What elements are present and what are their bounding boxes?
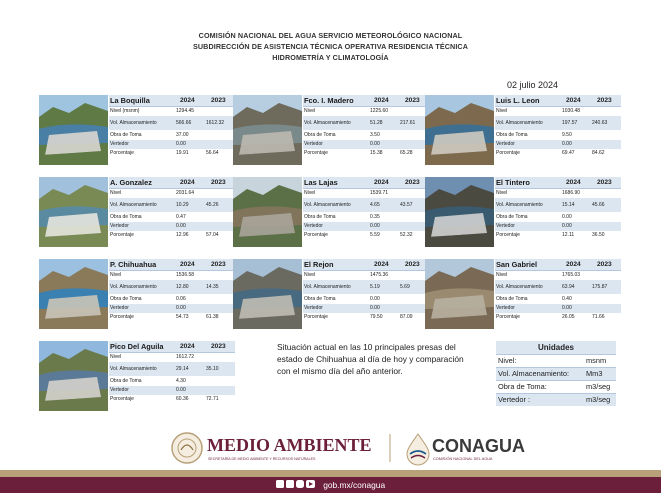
unit-value: m3/seg <box>586 382 611 391</box>
dam-table-row <box>109 189 235 198</box>
conagua-drop-icon <box>407 434 429 465</box>
dam-photo <box>425 259 494 329</box>
value-2024: 1536.58 <box>176 272 195 278</box>
dam-table <box>495 95 621 165</box>
value-2024: 566.66 <box>176 120 192 126</box>
dam-table <box>303 95 429 165</box>
row-label: Vertedor <box>304 141 323 147</box>
dam-photo <box>233 177 302 247</box>
dam-table-row <box>303 107 429 116</box>
value-2024: 19.91 <box>176 150 189 156</box>
dam-table-row <box>109 140 235 149</box>
dam-table <box>109 259 235 329</box>
dam-table-row <box>495 222 621 231</box>
dam-card <box>39 177 235 247</box>
dam-table-row <box>303 313 429 322</box>
row-label: Nivel <box>496 272 508 278</box>
value-2024: 1294.45 <box>176 108 195 114</box>
dam-table-row <box>303 222 429 231</box>
dam-card <box>233 259 429 329</box>
dam-table-header <box>303 95 429 107</box>
row-label: Vol. Almacenamiento <box>304 120 351 126</box>
unit-value: Mm3 <box>586 369 603 378</box>
value-2023: 45.66 <box>592 202 605 208</box>
value-2024: 54.73 <box>176 314 189 320</box>
dam-table-row <box>495 271 621 280</box>
value-2023: 43.57 <box>400 202 413 208</box>
row-label: Porcentaje <box>304 314 328 320</box>
value-2024: 0.00 <box>370 141 380 147</box>
dam-name: Las Lajas <box>304 178 338 187</box>
dam-table-row <box>109 295 235 304</box>
instagram-icon[interactable] <box>296 480 304 488</box>
row-label: Obra de Toma <box>496 296 528 302</box>
dam-table-row <box>303 131 429 140</box>
value-2024: 79.50 <box>370 314 383 320</box>
value-2024: 15.14 <box>562 202 575 208</box>
row-label: Nivel <box>110 354 122 360</box>
dam-table-row <box>303 189 429 198</box>
row-label: Vol. Almacenamiento <box>110 284 157 290</box>
row-label: Vol. Almacenamiento <box>496 202 543 208</box>
row-label: Obra de Toma <box>304 132 336 138</box>
row-label: Obra de Toma <box>110 378 142 384</box>
row-label: Vol. Almacenamiento <box>110 202 157 208</box>
dam-card <box>39 259 235 329</box>
value-2024: 0.00 <box>562 141 572 147</box>
header-line-2: SUBDIRECCIÓN DE ASISTENCIA TÉCNICA OPERATIVA RESIDENCIA TÉCNICA <box>192 42 469 51</box>
dam-name: El Tintero <box>496 178 530 187</box>
value-2024: 0.00 <box>176 305 186 311</box>
footer <box>0 477 661 494</box>
dam-table-header <box>109 259 235 271</box>
value-2024: 1225.60 <box>370 108 389 114</box>
value-2024: 63.94 <box>562 284 575 290</box>
year-2023-label: 2023 <box>597 97 612 104</box>
value-2024: 0.00 <box>370 296 380 302</box>
dam-name: Luis L. Leon <box>496 96 540 105</box>
row-label: Porcentaje <box>110 150 134 156</box>
value-2024: 1030.48 <box>562 108 581 114</box>
header-line-1: COMISIÓN NACIONAL DEL AGUA SERVICIO METEOROLÓGICO NACIONAL <box>198 31 463 40</box>
unit-label: Vertedor : <box>498 395 531 404</box>
value-2023: 71.66 <box>592 314 605 320</box>
dam-table-header <box>109 95 235 107</box>
dam-name: San Gabriel <box>496 260 538 269</box>
row-label: Obra de Toma <box>496 132 528 138</box>
dam-table-row <box>303 295 429 304</box>
footer-url-link[interactable]: gob.mx/conagua <box>323 480 386 490</box>
value-2024: 0.00 <box>562 305 572 311</box>
conagua-logo-text: CONAGUA <box>432 436 525 456</box>
dam-table-row <box>303 198 429 212</box>
report-date: 02 julio 2024 <box>507 80 559 90</box>
value-2024: 1475.36 <box>370 272 389 278</box>
row-label: Nivel <box>496 108 508 114</box>
row-label: Obra de Toma <box>110 214 142 220</box>
row-label: Obra de Toma <box>304 296 336 302</box>
row-label: Nivel <box>304 108 316 114</box>
dam-table-row <box>495 280 621 294</box>
dam-table-row <box>495 304 621 313</box>
year-2024-label: 2024 <box>374 179 389 186</box>
row-label: Nivel <box>110 272 122 278</box>
header-line-3: HIDROMETRÍA Y CLIMATOLOGÍA <box>272 53 389 62</box>
value-2024: 1765.03 <box>562 272 581 278</box>
dam-table-row <box>109 198 235 212</box>
twitter-icon[interactable] <box>286 480 294 488</box>
value-2023: 57.04 <box>206 232 219 238</box>
dam-card <box>425 95 621 165</box>
row-label: Nivel (msnm) <box>110 108 140 114</box>
value-2024: 0.47 <box>176 214 186 220</box>
dam-table-row <box>303 271 429 280</box>
dam-table-row <box>303 116 429 130</box>
medio-ambiente-subtext: SECRETARÍA DE MEDIO AMBIENTE Y RECURSOS NATURALES <box>208 457 316 461</box>
year-2024-label: 2024 <box>374 97 389 104</box>
value-2024: 4.65 <box>370 202 380 208</box>
dam-table-header <box>495 259 621 271</box>
dam-table <box>303 177 429 247</box>
unit-label: Nivel: <box>498 356 517 365</box>
row-label: Vertedor <box>496 141 515 147</box>
value-2023: 65.28 <box>400 150 413 156</box>
year-2024-label: 2024 <box>180 261 195 268</box>
dam-table <box>109 177 235 247</box>
row-label: Vertedor <box>110 305 129 311</box>
dam-table-row <box>495 213 621 222</box>
dam-table-header <box>495 177 621 189</box>
dam-table-row <box>495 198 621 212</box>
value-2024: 1612.72 <box>176 354 195 360</box>
unit-label: Vol. Almacenamiento: <box>498 369 570 378</box>
value-2024: 51.28 <box>370 120 383 126</box>
units-row <box>496 393 616 406</box>
value-2023: 61.38 <box>206 314 219 320</box>
dam-table-header <box>303 177 429 189</box>
dam-name: Fco. I. Madero <box>304 96 354 105</box>
dam-table-row <box>109 107 235 116</box>
row-label: Vol. Almacenamiento <box>110 120 157 126</box>
value-2024: 5.19 <box>370 284 380 290</box>
value-2024: 10.29 <box>176 202 189 208</box>
dam-name: El Rejon <box>304 260 334 269</box>
row-label: Nivel <box>304 272 316 278</box>
dam-table-row <box>109 280 235 294</box>
row-label: Porcentaje <box>304 232 328 238</box>
year-2024-label: 2024 <box>180 97 195 104</box>
value-2024: 0.00 <box>370 305 380 311</box>
dam-table-row <box>109 377 235 386</box>
value-2023: 52.32 <box>400 232 413 238</box>
dam-photo <box>233 259 302 329</box>
row-label: Obra de Toma <box>304 214 336 220</box>
dam-table <box>109 95 235 165</box>
value-2024: 3.50 <box>370 132 380 138</box>
year-2023-label: 2023 <box>211 261 226 268</box>
dam-table-row <box>495 140 621 149</box>
row-label: Obra de Toma <box>496 214 528 220</box>
dam-table-row <box>109 395 235 404</box>
row-label: Porcentaje <box>496 232 520 238</box>
row-label: Vol. Almacenamiento <box>110 366 157 372</box>
dam-table-row <box>109 231 235 240</box>
value-2024: 2031.64 <box>176 190 195 196</box>
dam-table-header <box>109 177 235 189</box>
conagua-subtext: COMISIÓN NACIONAL DEL AGUA <box>433 457 493 461</box>
dam-photo <box>39 95 108 165</box>
dam-table-row <box>109 131 235 140</box>
year-2023-label: 2023 <box>405 97 420 104</box>
value-2024: 0.00 <box>562 214 572 220</box>
units-row <box>496 380 616 393</box>
value-2024: 5.59 <box>370 232 380 238</box>
units-row <box>496 354 616 367</box>
value-2024: 0.35 <box>370 214 380 220</box>
dam-table-row <box>495 116 621 130</box>
value-2024: 4.30 <box>176 378 186 384</box>
year-2023-label: 2023 <box>211 97 226 104</box>
dam-card <box>425 177 621 247</box>
dam-card <box>233 95 429 165</box>
value-2024: 15.38 <box>370 150 383 156</box>
row-label: Porcentaje <box>110 396 134 402</box>
value-2023: 56.64 <box>206 150 219 156</box>
dam-table-row <box>303 280 429 294</box>
facebook-icon[interactable] <box>276 480 284 488</box>
value-2024: 26.05 <box>562 314 575 320</box>
dam-table-header <box>303 259 429 271</box>
value-2024: 29.14 <box>176 366 189 372</box>
value-2024: 60.36 <box>176 396 189 402</box>
dam-name: La Boquilla <box>110 96 150 105</box>
row-label: Vertedor <box>110 223 129 229</box>
value-2024: 0.00 <box>176 223 186 229</box>
dam-table-row <box>109 116 235 130</box>
row-label: Vertedor <box>496 305 515 311</box>
dam-table-row <box>495 189 621 198</box>
year-2024-label: 2024 <box>566 97 581 104</box>
dam-photo <box>233 95 302 165</box>
dam-table <box>495 259 621 329</box>
value-2024: 197.57 <box>562 120 578 126</box>
dam-table-row <box>109 313 235 322</box>
row-label: Nivel <box>304 190 316 196</box>
year-2024-label: 2024 <box>180 343 195 350</box>
dam-card <box>233 177 429 247</box>
value-2024: 0.00 <box>562 223 572 229</box>
value-2023: 87.09 <box>400 314 413 320</box>
row-label: Obra de Toma <box>110 296 142 302</box>
dam-card <box>39 95 235 165</box>
year-2023-label: 2023 <box>211 343 226 350</box>
value-2024: 9.50 <box>562 132 572 138</box>
row-label: Vol. Almacenamiento <box>304 284 351 290</box>
value-2024: 0.40 <box>562 296 572 302</box>
unit-label: Obra de Toma: <box>498 382 547 391</box>
value-2023: 14.35 <box>206 284 219 290</box>
value-2023: 217.61 <box>400 120 416 126</box>
row-label: Vertedor <box>496 223 515 229</box>
value-2023: 35.10 <box>206 366 219 372</box>
units-row <box>496 367 616 380</box>
dam-table <box>495 177 621 247</box>
dam-table-row <box>109 213 235 222</box>
logo-strip <box>0 430 661 466</box>
row-label: Vertedor <box>304 223 323 229</box>
year-2024-label: 2024 <box>180 179 195 186</box>
value-2024: 12.80 <box>176 284 189 290</box>
row-label: Vertedor <box>110 141 129 147</box>
dam-card <box>39 341 235 411</box>
year-2024-label: 2024 <box>374 261 389 268</box>
row-label: Porcentaje <box>496 314 520 320</box>
dam-photo <box>425 95 494 165</box>
row-label: Nivel <box>496 190 508 196</box>
value-2023: 45.26 <box>206 202 219 208</box>
dam-table-header <box>495 95 621 107</box>
summary-note: Situación actual en las 10 principales presas del estado de Chihuahua al día de hoy y comparación con el mismo día del año anterior. <box>277 342 464 376</box>
year-2023-label: 2023 <box>405 261 420 268</box>
row-label: Vol. Almacenamiento <box>496 120 543 126</box>
row-label: Porcentaje <box>496 150 520 156</box>
dam-card <box>425 259 621 329</box>
dam-table-row <box>303 304 429 313</box>
dam-table-row <box>109 271 235 280</box>
dam-photo <box>39 341 108 411</box>
value-2024: 0.06 <box>176 296 186 302</box>
dam-table-row <box>109 353 235 362</box>
dam-table-row <box>495 295 621 304</box>
year-2023-label: 2023 <box>211 179 226 186</box>
year-2023-label: 2023 <box>597 179 612 186</box>
value-2023: 240.63 <box>592 120 608 126</box>
dam-table <box>109 341 235 411</box>
value-2023: 36.50 <box>592 232 605 238</box>
value-2024: 12.11 <box>562 232 575 238</box>
value-2024: 37.00 <box>176 132 189 138</box>
value-2024: 0.00 <box>176 387 186 393</box>
dam-table-row <box>303 149 429 158</box>
dam-photo <box>425 177 494 247</box>
row-label: Vertedor <box>304 305 323 311</box>
row-label: Vol. Almacenamiento <box>496 284 543 290</box>
dam-table-row <box>109 386 235 395</box>
dam-table-row <box>303 140 429 149</box>
dam-table-row <box>303 213 429 222</box>
semarnat-seal-icon <box>172 433 202 463</box>
unit-value: m3/seg <box>586 395 611 404</box>
value-2024: 69.47 <box>562 150 575 156</box>
dam-name: A. Gonzalez <box>110 178 152 187</box>
value-2024: 1539.71 <box>370 190 389 196</box>
row-label: Porcentaje <box>304 150 328 156</box>
dam-photo <box>39 259 108 329</box>
year-2023-label: 2023 <box>597 261 612 268</box>
medio-ambiente-logo-text: MEDIO AMBIENTE <box>207 435 372 455</box>
dam-table-row <box>495 131 621 140</box>
units-legend <box>496 341 616 407</box>
dam-table-header <box>109 341 235 353</box>
row-label: Obra de Toma <box>110 132 142 138</box>
value-2024: 1686.90 <box>562 190 581 196</box>
dam-table-row <box>109 304 235 313</box>
year-2024-label: 2024 <box>566 261 581 268</box>
dam-table-row <box>495 231 621 240</box>
unit-value: msnm <box>586 356 607 365</box>
row-label: Nivel <box>110 190 122 196</box>
year-2023-label: 2023 <box>405 179 420 186</box>
value-2024: 0.00 <box>370 223 380 229</box>
row-label: Vertedor <box>110 387 129 393</box>
year-2024-label: 2024 <box>566 179 581 186</box>
dam-name: Pico Del Aguila <box>110 342 164 351</box>
value-2024: 12.96 <box>176 232 189 238</box>
dam-table <box>303 259 429 329</box>
value-2023: 175.87 <box>592 284 608 290</box>
value-2023: 1612.32 <box>206 120 225 126</box>
dam-table-row <box>495 107 621 116</box>
row-label: Porcentaje <box>110 314 134 320</box>
value-2023: 84.62 <box>592 150 605 156</box>
dam-table-row <box>109 149 235 158</box>
row-label: Vol. Almacenamiento <box>304 202 351 208</box>
units-title: Unidades <box>496 341 616 354</box>
dam-table-row <box>303 231 429 240</box>
dam-table-row <box>495 149 621 158</box>
dam-table-row <box>109 362 235 376</box>
dam-table-row <box>495 313 621 322</box>
footer-gold-band <box>0 470 661 477</box>
value-2024: 0.00 <box>176 141 186 147</box>
value-2023: 5.69 <box>400 284 410 290</box>
value-2023: 72.71 <box>206 396 219 402</box>
dam-photo <box>39 177 108 247</box>
row-label: Porcentaje <box>110 232 134 238</box>
social-icons <box>276 478 316 494</box>
dam-table-row <box>109 222 235 231</box>
dam-name: P. Chihuahua <box>110 260 157 269</box>
